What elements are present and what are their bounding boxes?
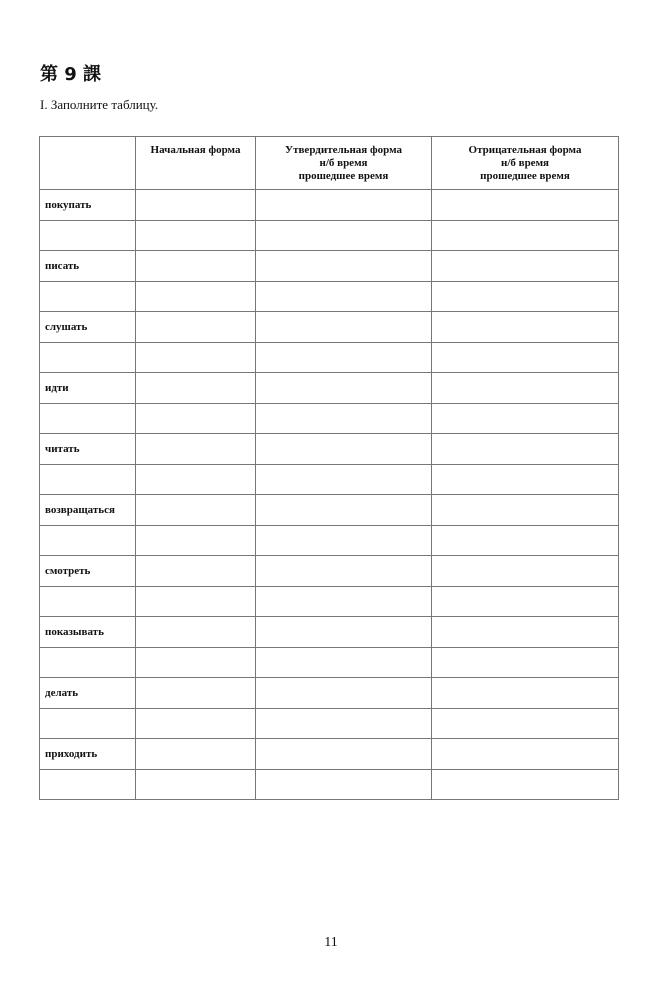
empty-cell <box>40 586 136 617</box>
answer-cell[interactable] <box>256 434 432 465</box>
answer-cell[interactable] <box>136 495 256 526</box>
table-row <box>40 586 619 617</box>
answer-cell[interactable] <box>136 281 256 312</box>
table-row <box>40 556 619 587</box>
verb-cell: писать <box>40 251 136 282</box>
answer-cell[interactable] <box>432 495 619 526</box>
answer-cell[interactable] <box>136 525 256 556</box>
answer-cell[interactable] <box>136 434 256 465</box>
answer-cell[interactable] <box>432 373 619 404</box>
header-empty-cell <box>40 137 136 190</box>
lesson-title: 第 9 課 <box>40 64 102 85</box>
answer-cell[interactable] <box>432 586 619 617</box>
conjugation-table <box>39 136 619 800</box>
answer-cell[interactable] <box>256 373 432 404</box>
answer-cell[interactable] <box>136 464 256 495</box>
empty-cell <box>40 281 136 312</box>
answer-cell[interactable] <box>432 312 619 343</box>
answer-cell[interactable] <box>256 617 432 648</box>
header-label: Утвердительная форма <box>285 144 402 156</box>
answer-cell[interactable] <box>432 739 619 770</box>
table-row <box>40 342 619 373</box>
answer-cell[interactable] <box>432 220 619 251</box>
answer-cell[interactable] <box>432 190 619 221</box>
exercise-instruction: I. Заполните таблицу. <box>40 97 159 112</box>
table-row <box>40 708 619 739</box>
answer-cell[interactable] <box>136 190 256 221</box>
answer-cell[interactable] <box>256 708 432 739</box>
table-row <box>40 495 619 526</box>
empty-cell <box>40 647 136 678</box>
verb-cell: слушать <box>40 312 136 343</box>
answer-cell[interactable] <box>136 312 256 343</box>
answer-cell[interactable] <box>256 281 432 312</box>
verb-cell: смотреть <box>40 556 136 587</box>
header-affirmative-form <box>256 137 432 190</box>
answer-cell[interactable] <box>136 403 256 434</box>
answer-cell[interactable] <box>136 678 256 709</box>
table-row <box>40 281 619 312</box>
answer-cell[interactable] <box>256 220 432 251</box>
verb-cell: приходить <box>40 739 136 770</box>
answer-cell[interactable] <box>256 647 432 678</box>
answer-cell[interactable] <box>256 403 432 434</box>
answer-cell[interactable] <box>256 556 432 587</box>
table-row <box>40 464 619 495</box>
header-label: Отрицательная форма <box>468 144 582 156</box>
table-row <box>40 769 619 800</box>
answer-cell[interactable] <box>432 678 619 709</box>
answer-cell[interactable] <box>432 403 619 434</box>
answer-cell[interactable] <box>136 251 256 282</box>
answer-cell[interactable] <box>136 647 256 678</box>
empty-cell <box>40 403 136 434</box>
answer-cell[interactable] <box>136 617 256 648</box>
answer-cell[interactable] <box>432 556 619 587</box>
verb-cell: делать <box>40 678 136 709</box>
page-number: 11 <box>324 935 338 950</box>
table-row <box>40 617 619 648</box>
answer-cell[interactable] <box>432 769 619 800</box>
table-row <box>40 678 619 709</box>
answer-cell[interactable] <box>256 769 432 800</box>
verb-cell: покупать <box>40 190 136 221</box>
answer-cell[interactable] <box>432 708 619 739</box>
verb-cell: читать <box>40 434 136 465</box>
answer-cell[interactable] <box>256 464 432 495</box>
header-sublabel-tense: н/б время <box>500 157 550 169</box>
answer-cell[interactable] <box>432 342 619 373</box>
header-initial-form <box>136 137 256 190</box>
verb-cell: идти <box>40 373 136 404</box>
table-row <box>40 190 619 221</box>
answer-cell[interactable] <box>256 586 432 617</box>
answer-cell[interactable] <box>136 708 256 739</box>
answer-cell[interactable] <box>432 281 619 312</box>
header-label: Начальная форма <box>150 144 241 156</box>
empty-cell <box>40 525 136 556</box>
answer-cell[interactable] <box>432 434 619 465</box>
answer-cell[interactable] <box>256 678 432 709</box>
answer-cell[interactable] <box>432 647 619 678</box>
table-row <box>40 251 619 282</box>
header-sublabel-past: прошедшее время <box>480 170 570 182</box>
table-body <box>40 190 619 800</box>
empty-cell <box>40 769 136 800</box>
answer-cell[interactable] <box>256 190 432 221</box>
table-row <box>40 312 619 343</box>
answer-cell[interactable] <box>136 739 256 770</box>
table-row <box>40 525 619 556</box>
answer-cell[interactable] <box>136 586 256 617</box>
header-negative-form <box>432 137 619 190</box>
verb-cell: показывать <box>40 617 136 648</box>
answer-cell[interactable] <box>256 525 432 556</box>
table-header-row <box>40 137 619 190</box>
answer-cell[interactable] <box>256 495 432 526</box>
table-row <box>40 220 619 251</box>
answer-cell[interactable] <box>136 220 256 251</box>
table-row <box>40 739 619 770</box>
header-sublabel-past: прошедшее время <box>298 170 389 182</box>
answer-cell[interactable] <box>432 617 619 648</box>
answer-cell[interactable] <box>432 251 619 282</box>
answer-cell[interactable] <box>432 464 619 495</box>
table-row <box>40 403 619 434</box>
verb-cell: возвращаться <box>40 495 136 526</box>
answer-cell[interactable] <box>136 556 256 587</box>
empty-cell <box>40 464 136 495</box>
table-row <box>40 373 619 404</box>
answer-cell[interactable] <box>136 769 256 800</box>
empty-cell <box>40 220 136 251</box>
empty-cell <box>40 342 136 373</box>
answer-cell[interactable] <box>432 525 619 556</box>
answer-cell[interactable] <box>256 251 432 282</box>
answer-cell[interactable] <box>256 312 432 343</box>
table-row <box>40 647 619 678</box>
answer-cell[interactable] <box>136 373 256 404</box>
answer-cell[interactable] <box>256 739 432 770</box>
empty-cell <box>40 708 136 739</box>
header-sublabel-tense: н/б время <box>319 157 368 169</box>
answer-cell[interactable] <box>136 342 256 373</box>
answer-cell[interactable] <box>256 342 432 373</box>
table-row <box>40 434 619 465</box>
